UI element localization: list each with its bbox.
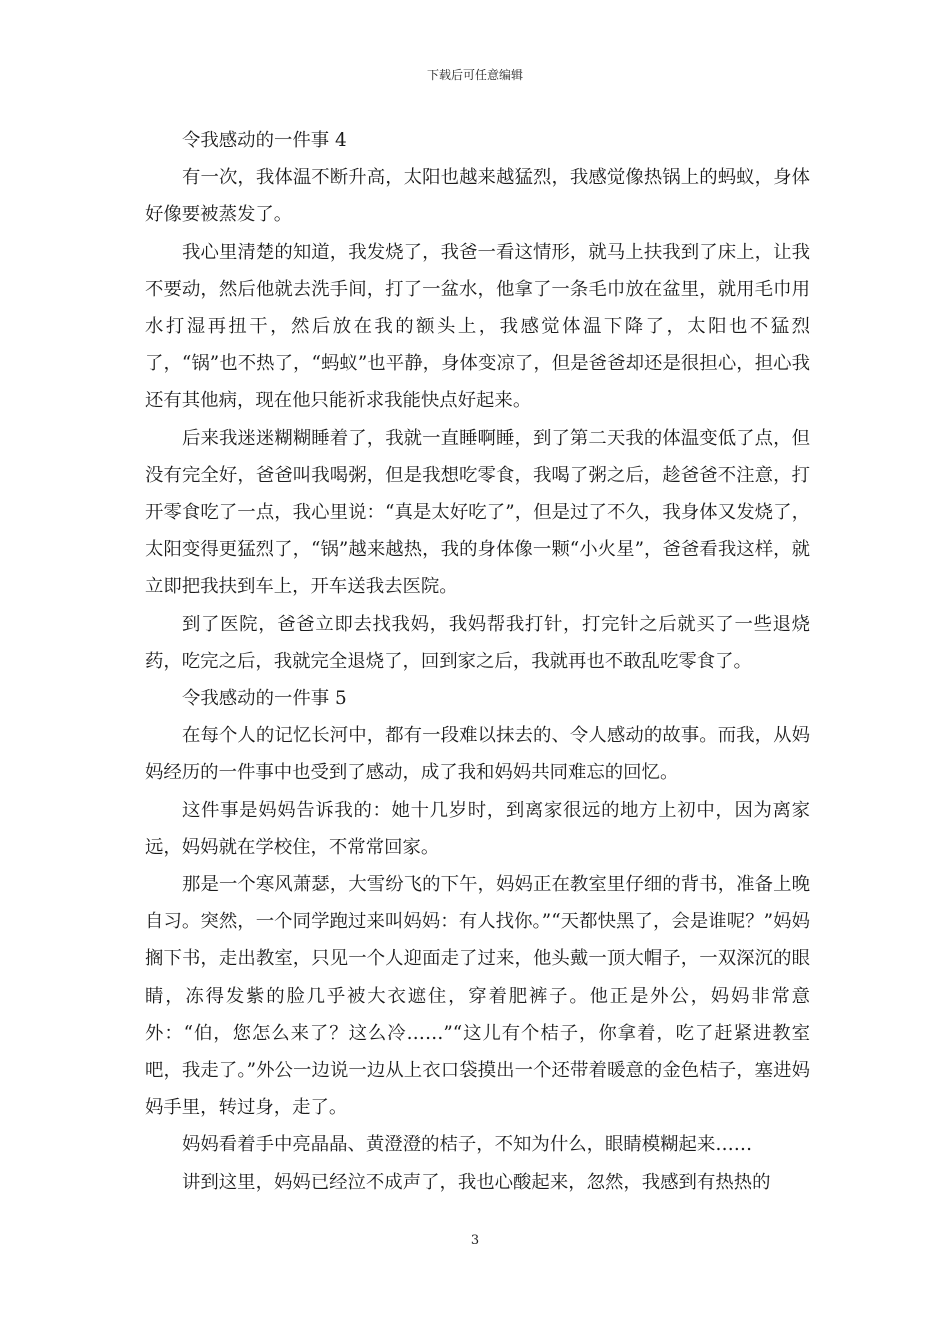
paragraph: 后来我迷迷糊糊睡着了，我就一直睡啊睡，到了第二天我的体温变低了点，但没有完全好，爸爸叫我喝粥，但是我想吃零食，我喝了粥之后，趁爸爸不注意，打开零食吃了一点，我心里说：“真是太好吃了”，但是过了不久，我身体又发烧了，太阳变得更猛烈了，“锅”越来越热，我的身体像一颗“小火星”，爸爸看我这样，就立即把我扶到车上，开车送我去医院。 [145, 427, 810, 598]
paragraph: 到了医院，爸爸立即去找我妈，我妈帮我打针，打完针之后就买了一些退烧药，吃完之后，我就完全退烧了，回到家之后，我就再也不敢乱吃零食了。 [145, 613, 810, 672]
section-heading: 令我感动的一件事 4 [182, 130, 347, 151]
paragraph: 那是一个寒风萧瑟，大雪纷飞的下午，妈妈正在教室里仔细的背书，准备上晚自习。突然，一个同学跑过来叫妈妈：有人找你。”“天都快黑了，会是谁呢？”妈妈搁下书，走出教室，只见一个人迎面走了过来，他头戴一顶大帽子，一双深沉的眼睛，冻得发紫的脸几乎被大衣遮住，穿着肥裤子。他正是外公，妈妈非常意外：“伯，您怎么来了？这么冷……”“这儿有个桔子，你拿着，吃了赶紧进教室吧，我走了。”外公一边说一边从上衣口袋摸出一个还带着暖意的金色桔子，塞进妈妈手里，转过身，走了。 [145, 874, 810, 1119]
document-body [145, 122, 810, 1201]
page-header: 下载后可任意编辑 [426, 68, 523, 82]
paragraph: 在每个人的记忆长河中，都有一段难以抹去的、令人感动的故事。而我，从妈妈经历的一件事中也受到了感动，成了我和妈妈共同难忘的回忆。 [145, 725, 810, 784]
paragraph: 我心里清楚的知道，我发烧了，我爸一看这情形，就马上扶我到了床上，让我不要动，然后他就去洗手间，打了一盆水，他拿了一条毛巾放在盆里，就用毛巾用水打湿再扭干，然后放在我的额头上，我感觉体温下降了，太阳也不猛烈了，“锅”也不热了，“蚂蚁”也平静，身体变凉了，但是爸爸却还是很担心，担心我还有其他病，现在他只能祈求我能快点好起来。 [145, 241, 810, 412]
paragraph: 这件事是妈妈告诉我的：她十几岁时，到离家很远的地方上初中，因为离家远，妈妈就在学校住，不常常回家。 [145, 799, 810, 858]
paragraph: 有一次，我体温不断升高，太阳也越来越猛烈，我感觉像热锅上的蚂蚁，身体好像要被蒸发了。 [145, 167, 810, 226]
paragraph: 妈妈看着手中亮晶晶、黄澄澄的桔子，不知为什么，眼睛模糊起来…… [182, 1134, 753, 1156]
page-number: 3 [470, 1233, 480, 1248]
section-heading: 令我感动的一件事 5 [182, 688, 347, 710]
paragraph: 讲到这里，妈妈已经泣不成声了，我也心酸起来，忽然，我感到有热热的 [182, 1171, 771, 1193]
